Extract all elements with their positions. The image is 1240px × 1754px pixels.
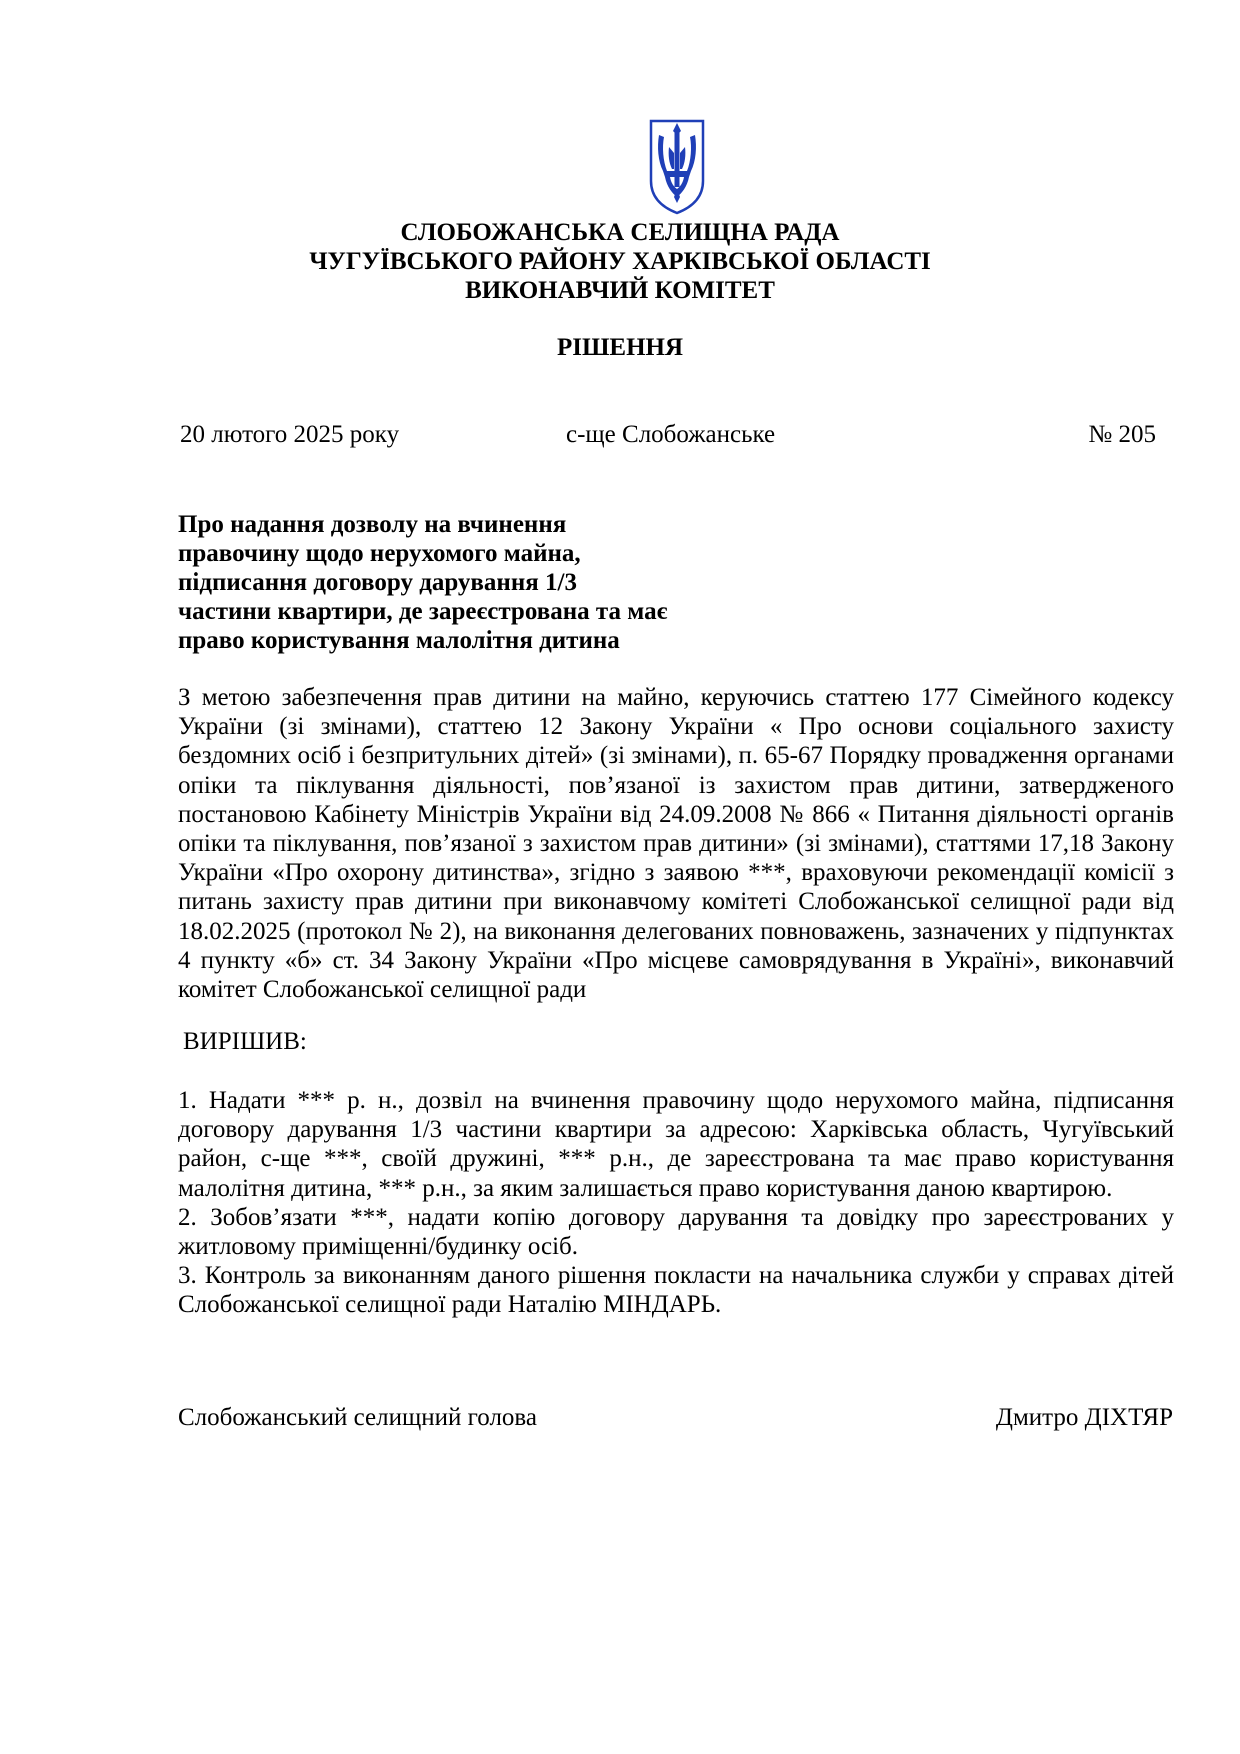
decision-item: 3. Контроль за виконанням даного рішення покласти на начальника служби у справах дітей Слобожанської селищної ради Наталію МІНДАРЬ. xyxy=(178,1262,1174,1319)
signatory-title: Слобожанський селищний голова xyxy=(178,1404,537,1431)
decision-place: с-ще Слобожанське xyxy=(566,421,776,448)
decision-item: 1. Надати *** р. н., дозвіл на вчинення правочину щодо нерухомого майна, підписання договору дарування 1/3 частини квартири за адресою: Харківська область, Чугуївський район, с-ще ***, своїй дружині, *** р.н., де зареєстрована та має право користування малолітня дитина, *** р.н., за яким залишається право користування даною квартирою. xyxy=(178,1087,1174,1202)
header-line-council: СЛОБОЖАНСЬКА СЕЛИЩНА РАДА xyxy=(400,219,840,246)
trident-coat-of-arms-icon xyxy=(647,117,707,217)
decision-number: № 205 xyxy=(1088,421,1156,448)
subject-line: Про надання дозволу на вчинення xyxy=(178,511,567,538)
subject-line: частини квартири, де зареєстрована та має xyxy=(178,598,668,625)
subject-line: правочину щодо нерухомого майна, xyxy=(178,540,581,567)
decision-subject xyxy=(178,510,667,655)
decision-item: 2. Зобов’язати ***, надати копію договору дарування та довідку про зареєстрованих у житловому приміщенні/будинку осіб. xyxy=(178,1203,1174,1261)
signatory-name: Дмитро ДІХТЯР xyxy=(995,1404,1173,1431)
header-line-district: ЧУГУЇВСЬКОГО РАЙОНУ ХАРКІВСЬКОЇ ОБЛАСТІ xyxy=(309,248,931,275)
decision-items xyxy=(178,1086,1174,1320)
organization-header xyxy=(0,218,1240,305)
subject-line: право користування малолітня дитина xyxy=(178,627,620,654)
preamble-paragraph: З метою забезпечення прав дитини на майно, керуючись статтею 177 Сімейного кодексу України (зі змінами), статтею 12 Закону України « Про основи соціального захисту бездомних осіб і безпритульних дітей» (зі змінами), п. 65-67 Порядку провадження органами опіки та піклування діяльності, пов’язаної із захистом прав дитини, затвердженого постановою Кабінету Міністрів України від 24.09.2008 № 866 « Питання діяльності органів опіки та піклування, пов’язаної з захистом прав дитини» (зі змінами), статтями 17,18 Закону України «Про охорону дитинства», згідно з заявою ***, враховуючи рекомендації комісії з питань захисту прав дитини при виконавчому комітеті Слобожанської селищної ради від 18.02.2025 (протокол № 2), на виконання делегованих повноважень, зазначених у підпунктах 4 пункту «б» ст. 34 Закону України «Про місцеве самоврядування в Україні», виконавчий комітет Слобожанської селищної ради xyxy=(178,684,1174,1004)
subject-line: підписання договору дарування 1/3 xyxy=(178,569,577,596)
decision-date: 20 лютого 2025 року xyxy=(180,421,400,448)
header-line-committee: ВИКОНАВЧИЙ КОМІТЕТ xyxy=(465,277,775,304)
resolved-heading: ВИРІШИВ: xyxy=(183,1028,307,1055)
document-title: РІШЕННЯ xyxy=(556,334,684,361)
